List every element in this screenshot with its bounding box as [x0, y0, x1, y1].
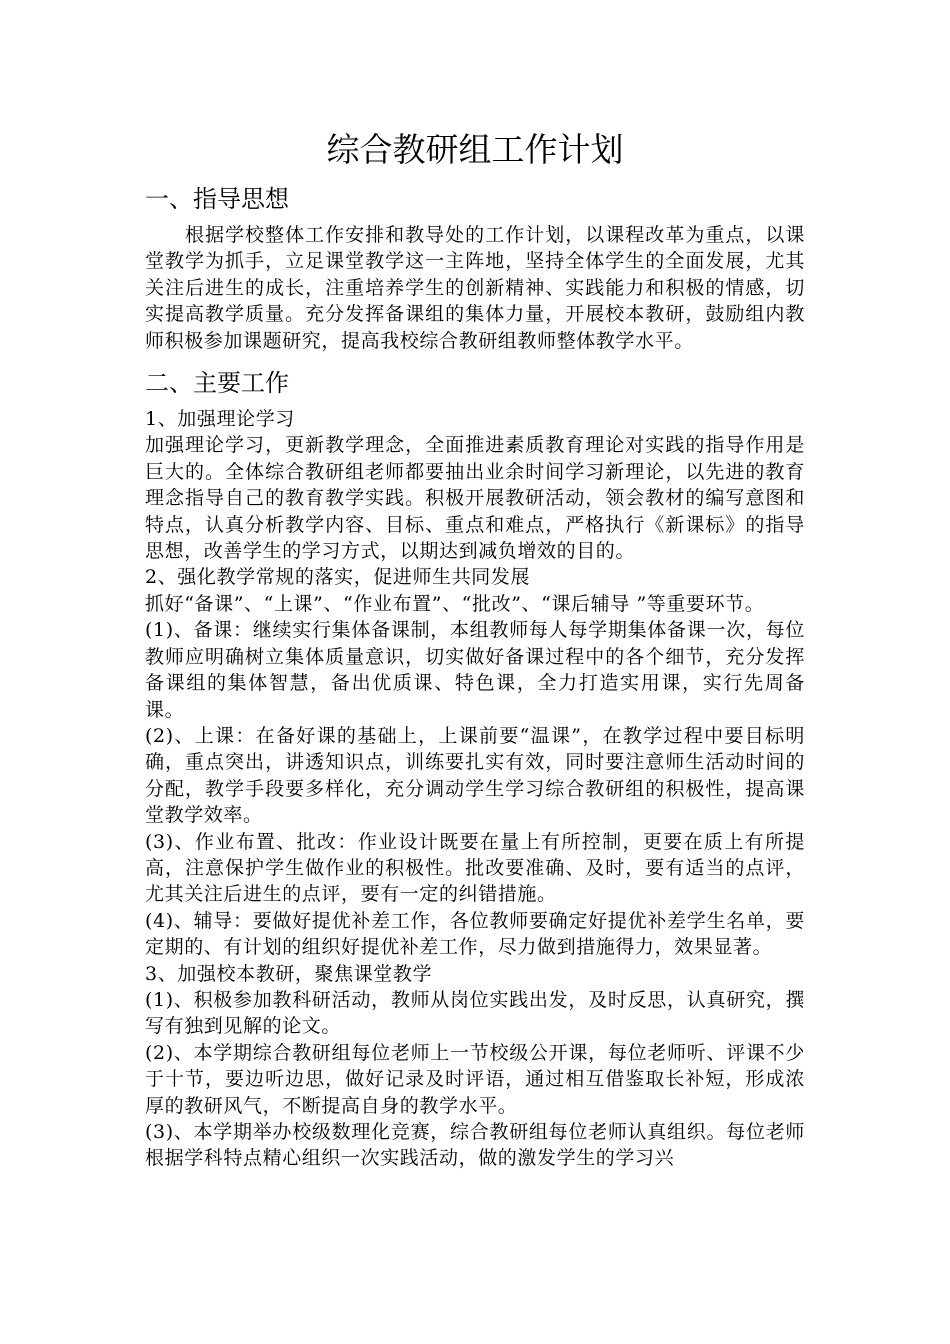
list-item-open-class: (2)、本学期综合教研组每位老师上一节校级公开课，每位老师听、评课不少于十节，要边听边思，做好记录及时评语，通过相互借鉴取长补短，形成浓厚的教研风气，不断提高自身的教学水平。 — [145, 1041, 805, 1117]
document-title: 综合教研组工作计划 — [326, 130, 624, 169]
paragraph: 加强理论学习，更新教学理念，全面推进素质教育理论对实践的指导作用是巨大的。全体综合教研组老师都要抽出业余时间学习新理论，以先进的教育理念指导自己的教育教学实践。积极开展教研活动，领会教材的编写意图和特点，认真分析教学内容、目标、重点和难点，严格执行《新课标》的指导思想，改善学生的学习方式，以期达到减负增效的目的。 — [145, 434, 805, 563]
list-item-tutoring: (4)、辅导：要做好提优补差工作，各位教师要确定好提优补差学生名单，要定期的、有计划的组织好提优补差工作，尽力做到措施得力，效果显著。 — [145, 909, 805, 959]
subheading-teaching-routine: 2、强化教学常规的落实，促进师生共同发展 — [145, 566, 531, 589]
document-page — [145, 128, 805, 1184]
list-item-research-activity: (1)、积极参加教科研活动，教师从岗位实践出发，及时反思，认真研究，撰写有独到见解的论文。 — [145, 988, 805, 1038]
list-item-homework: (3)、作业布置、批改：作业设计既要在量上有所控制，更要在质上有所提高，注意保护学生做作业的积极性。批改要准确、及时，要有适当的点评，尤其关注后进生的点评，要有一定的纠错措施。 — [145, 830, 805, 906]
subheading-school-research: 3、加强校本教研，聚焦课堂教学 — [145, 962, 433, 985]
section-guiding-ideology — [145, 182, 805, 354]
list-item-competition: (3)、本学期举办校级数理化竞赛，综合教研组每位老师认真组织。每位老师根据学科特点精心组织一次实践活动，做的激发学生的学习兴 — [145, 1121, 805, 1170]
section-main-work — [145, 366, 805, 1172]
section-heading: 二、主要工作 — [145, 369, 289, 398]
paragraph: 抓好“备课”、“上课”、“作业布置”、“批改”、“课后辅导 ”等重要环节。 — [145, 592, 765, 615]
list-item-class: (2)、上课：在备好课的基础上，上课前要“温课”，在教学过程中要目标明确，重点突出，讲透知识点，训练要扎实有效，同时要注意师生活动时间的分配，教学手段要多样化，充分调动学生学习综合教研组的积极性，提高课堂教学效率。 — [145, 724, 805, 827]
paragraph: 根据学校整体工作安排和教导处的工作计划，以课程改革为重点，以课堂教学为抓手，立足课堂教学这一主阵地，坚持全体学生的全面发展，尤其关注后进生的成长，注重培养学生的创新精神、实践能力和积极的情感，切实提高教学质量。充分发挥备课组的集体力量，开展校本教研，鼓励组内教师积极参加课题研究，提高我校综合教研组教师整体教学水平。 — [145, 224, 805, 352]
subheading-theory-study: 1、加强理论学习 — [145, 408, 295, 431]
section-heading: 一、指导思想 — [145, 185, 289, 213]
list-item-lesson-prep: (1)、备课：继续实行集体备课制，本组教师每人每学期集体备课一次，每位教师应明确树立集体质量意识，切实做好备课过程中的各个细节，充分发挥备课组的集体智慧，备出优质课、特色课，全力打造实用课，实行先周备课。 — [145, 619, 805, 721]
